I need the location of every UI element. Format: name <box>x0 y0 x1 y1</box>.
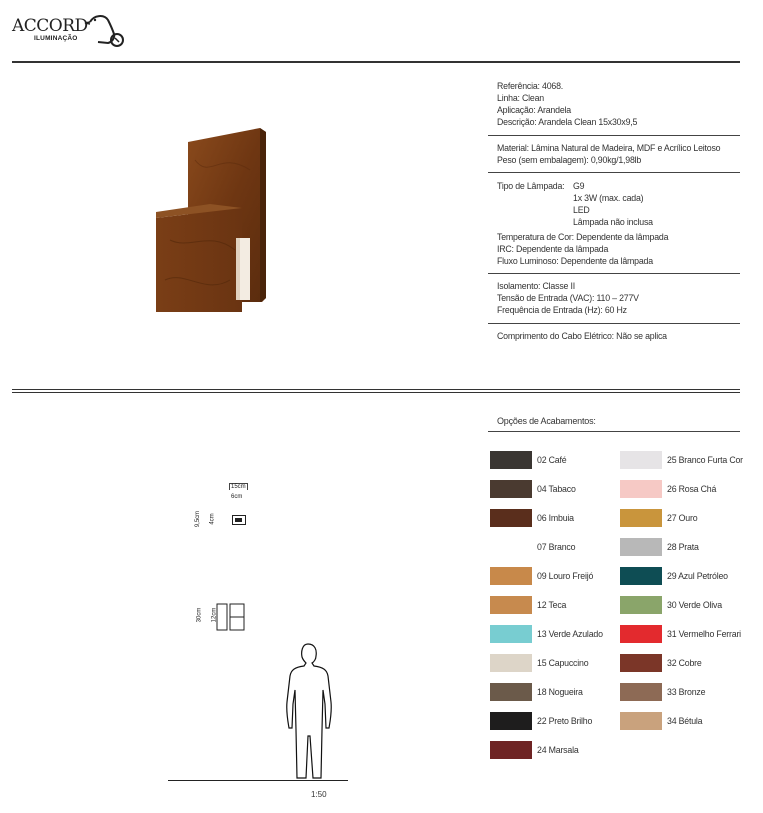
finish-label: 15 Capuccino <box>537 658 589 668</box>
spec-lamp-type: LED <box>573 205 590 215</box>
finish-label: 28 Prata <box>667 542 699 552</box>
finishes-title: Opções de Acabamentos: <box>497 416 596 426</box>
finish-label: 13 Verde Azulado <box>537 629 603 639</box>
finish-label: 25 Branco Furta Cor <box>667 455 743 465</box>
section-divider <box>12 389 740 390</box>
ground-line <box>168 780 348 781</box>
finish-label: 32 Cobre <box>667 658 702 668</box>
finish-swatch <box>620 509 662 527</box>
finish-swatch <box>490 480 532 498</box>
spec-material-text: Material: Lâmina Natural de Madeira, MDF e Acrílico Leitoso <box>497 143 721 153</box>
finish-swatch <box>490 625 532 643</box>
spec-frequency: Frequência de Entrada (Hz): 60 Hz <box>497 305 627 315</box>
brand-name: ACCORD <box>12 16 88 36</box>
spec-cable <box>497 330 667 342</box>
finish-swatch <box>620 654 662 672</box>
finish-label: 12 Teca <box>537 600 567 610</box>
spec-weight: Peso (sem embalagem): 0,90kg/1,98lb <box>497 155 642 165</box>
dim-front-inner: 12cm <box>211 607 218 623</box>
spec-divider <box>488 135 740 136</box>
finish-swatch <box>490 741 532 759</box>
section-divider <box>12 392 740 393</box>
brand-subtitle: ILUMINAÇÃO <box>34 35 78 42</box>
finish-swatch <box>490 654 532 672</box>
spec-divider <box>488 323 740 324</box>
spec-lamp-label: Tipo de Lâmpada: <box>497 181 565 191</box>
dim-side-depth: 9,5cm <box>195 510 202 528</box>
spec-voltage: Tensão de Entrada (VAC): 110 – 277V <box>497 293 639 303</box>
spec-electrical <box>497 280 639 316</box>
drawing-scale: 1:50 <box>311 790 327 799</box>
finish-label: 27 Ouro <box>667 513 698 523</box>
finish-swatch <box>620 480 662 498</box>
finish-swatch <box>620 625 662 643</box>
spec-reference: Referência: 4068. <box>497 81 564 91</box>
finish-label: 02 Café <box>537 455 567 465</box>
spec-description: Descrição: Arandela Clean 15x30x9,5 <box>497 117 638 127</box>
finish-swatch <box>620 451 662 469</box>
dim-front-height: 30cm <box>196 607 203 623</box>
finish-swatch <box>490 596 532 614</box>
spec-lamp <box>497 180 564 192</box>
dim-side-inner: 4cm <box>209 513 216 525</box>
finish-swatch <box>620 712 662 730</box>
spec-application: Aplicação: Arandela <box>497 105 571 115</box>
spec-cable-length: Comprimento do Cabo Elétrico: Não se aplica <box>497 331 667 341</box>
spec-lamp-values <box>573 180 653 228</box>
spec-lamp-base: G9 <box>573 181 585 191</box>
finish-label: 24 Marsala <box>537 745 579 755</box>
spec-isolation: Isolamento: Classe II <box>497 281 575 291</box>
finish-label: 30 Verde Oliva <box>667 600 722 610</box>
finish-label: 33 Bronze <box>667 687 706 697</box>
finish-label: 22 Preto Brilho <box>537 716 593 726</box>
finish-swatch <box>490 538 532 556</box>
spec-lamp-power: 1x 3W (max. cada) <box>573 193 644 203</box>
finish-label: 09 Louro Freijó <box>537 571 594 581</box>
finish-swatch <box>490 567 532 585</box>
finish-swatch <box>620 596 662 614</box>
finish-swatch <box>490 509 532 527</box>
spec-divider <box>488 172 740 173</box>
dim-top-inner: 6cm <box>231 494 243 500</box>
finish-swatch <box>620 538 662 556</box>
finish-label: 31 Vermelho Ferrari <box>667 629 741 639</box>
spec-lamp-included: Lâmpada não inclusa <box>573 217 653 227</box>
spec-flux: Fluxo Luminoso: Dependente da lâmpada <box>497 256 653 266</box>
spec-divider <box>488 273 740 274</box>
spec-general <box>497 80 637 128</box>
finish-label: 04 Tabaco <box>537 484 576 494</box>
front-view-shape <box>216 603 246 631</box>
finish-label: 18 Nogueira <box>537 687 583 697</box>
finish-swatch <box>620 567 662 585</box>
finish-label: 07 Branco <box>537 542 576 552</box>
top-view-inner <box>235 518 242 522</box>
brand-logo <box>12 12 127 50</box>
finishes-divider <box>488 431 740 432</box>
finish-swatch <box>490 683 532 701</box>
finish-swatch <box>490 451 532 469</box>
finish-label: 29 Azul Petróleo <box>667 571 728 581</box>
finish-label: 34 Bétula <box>667 716 703 726</box>
product-photo <box>150 120 275 315</box>
header-divider <box>12 61 740 63</box>
finish-label: 06 Imbuia <box>537 513 574 523</box>
spec-material <box>497 142 720 166</box>
bird-logo-icon <box>84 12 128 50</box>
spec-line: Linha: Clean <box>497 93 544 103</box>
spec-irc: IRC: Dependente da lâmpada <box>497 244 609 254</box>
finish-label: 26 Rosa Chá <box>667 484 717 494</box>
spec-light <box>497 231 668 267</box>
finish-swatch <box>620 683 662 701</box>
finish-swatch <box>490 712 532 730</box>
dim-top-width: 15cm <box>231 484 246 490</box>
human-scale-figure-icon <box>283 640 338 782</box>
spec-color-temp: Temperatura de Cor: Dependente da lâmpada <box>497 232 669 242</box>
